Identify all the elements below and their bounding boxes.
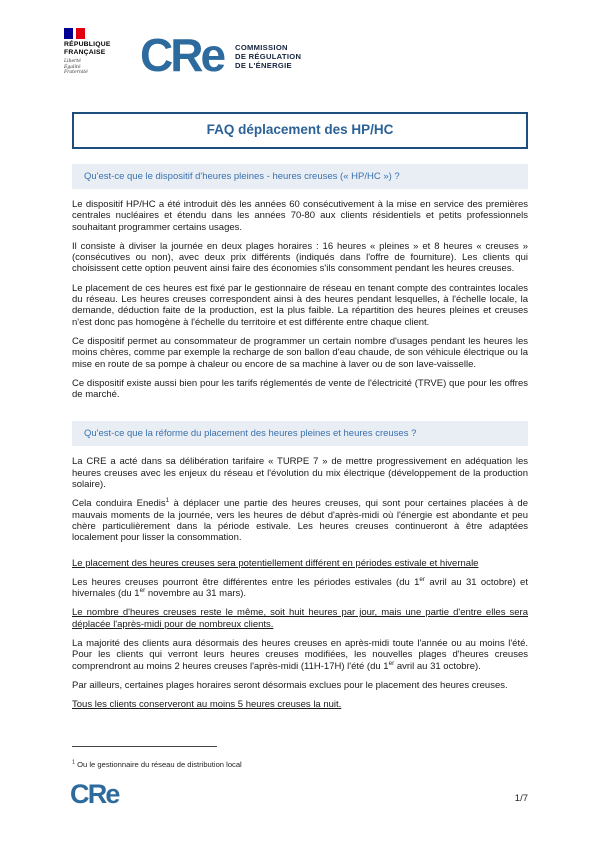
paragraph-text: La majorité des clients aura désormais des heures creuses en après-midi toute l'année ou au moins l'été. Pour les clients qui verront leurs heures creuses modifiées, les nouvelles plages d'heures creuses comprendront au moins 2 heures creuses l'après-midi (11H-17H) l'été (du 1 xyxy=(72,638,528,672)
cre-org-name xyxy=(235,43,301,70)
underlined-subheading: Le placement des heures creuses sera potentiellement différent en périodes estivale et hivernale xyxy=(72,557,479,569)
paragraph-text: Les heures creuses pourront être différentes entre les périodes estivales (du 1 xyxy=(72,576,420,588)
paragraph-text: à déplacer une partie des heures creuses, qui sont pour certaines placées à de mauvais moments de la journée, vers les heures de début d'après-midi où l'énergie est abondante et peu chère particulièrement dans la période estivale. Les heures creuses continueront à être adaptées localement pour lisser la consommation. xyxy=(72,498,528,544)
section-1-heading: Qu'est-ce que le dispositif d'heures pleines - heures creuses (« HP/HC ») ? xyxy=(72,164,528,189)
document-title: FAQ déplacement des HP/HC xyxy=(206,122,394,137)
republique-line: RÉPUBLIQUE xyxy=(64,41,111,48)
document-body xyxy=(72,164,528,719)
paragraph: Par ailleurs, certaines plages horaires seront désormais exclues pour le placement des heures creuses. xyxy=(72,679,508,691)
paragraph: Le dispositif HP/HC a été introduit dès les années 60 consécutivement à la mise en service des premières centrales nucléaires et étendu dans les années 70-80 aux clients résidentiels et petits professionnels souhaitant programmer certains usages. xyxy=(72,199,528,233)
footer-cre-logo: CRe xyxy=(70,779,119,809)
paragraph: Ce dispositif permet au consommateur de programmer un certain nombre d'usages pendant les heures les moins chères, comme par exemple la recharge de son ballon d'eau chaude, de son véhicule électrique ou la mise en route de sa pompe à chaleur ou encore de sa machine à laver ou de son lave-vaisselle. xyxy=(72,335,528,370)
footnote-number: 1 xyxy=(72,759,75,766)
org-line-2: DE RÉGULATION xyxy=(235,52,302,61)
org-line-1: COMMISSION xyxy=(235,43,288,52)
paragraph-text: avril au 31 octobre). xyxy=(394,660,481,672)
paragraph-text: avril au 31 octobre) et hivernales (du 1 xyxy=(72,576,528,600)
paragraph: Ce dispositif existe aussi bien pour les tarifs réglementés de vente de l'électricité (TRVE) que pour les offres de marché. xyxy=(72,377,528,401)
flag-blue-stripe xyxy=(64,28,73,39)
underlined-subheading: Tous les clients conserveront au moins 5 heures creuses la nuit. xyxy=(72,699,342,711)
org-line-3: DE L'ÉNERGIE xyxy=(235,61,292,70)
motto-egalite: Égalité xyxy=(64,64,81,70)
ordinal-superscript: er xyxy=(388,659,395,667)
motto xyxy=(64,59,124,76)
section-2-heading: Qu'est-ce que la réforme du placement des heures pleines et heures creuses ? xyxy=(72,421,528,446)
page-number: 1/7 xyxy=(514,793,528,804)
french-flag-icon xyxy=(64,28,86,39)
paragraph xyxy=(72,577,528,600)
motto-fraternite: Fraternité xyxy=(64,70,88,76)
footnote-text: Ou le gestionnaire du réseau de distribution local xyxy=(75,760,242,769)
footnote-reference: 1 xyxy=(165,497,170,505)
paragraph: Il consiste à diviser la journée en deux plages horaires : 16 heures « pleines » et 8 heures « creuses » (consécutives ou non), avec deux prix différents (indiqués dans l'offre de fourniture). Les clients qui choisissent cette option peuvent ainsi faire des économies s'ils consomment pendant les heures creuses. xyxy=(72,240,528,275)
republique-francaise-logo xyxy=(64,28,124,76)
paragraph-text: novembre au 31 mars). xyxy=(145,588,247,600)
document-title-box xyxy=(72,112,528,149)
francaise-line: FRANÇAISE xyxy=(64,48,106,56)
underlined-subheading: Le nombre d'heures creuses reste le même, soit huit heures par jour, mais une partie d'entre elles sera déplacée l'après-midi pour de nombreux clients. xyxy=(72,607,528,630)
footnote xyxy=(72,760,242,769)
page-header xyxy=(64,28,302,81)
ordinal-superscript: er xyxy=(139,586,146,594)
paragraph: Le placement de ces heures est fixé par le gestionnaire de réseau en tenant compte des contraintes locales du réseau. Les heures creuses correspondent ainsi à des heures pendant lesquelles, à l'échelle locale, la demande, déduction faite de la production, est la plus faible. La répartition des heures pleines et creuses n'est donc pas homogène à l'échelle du territoire et est différente entre chaque client. xyxy=(72,282,528,328)
paragraph xyxy=(72,638,528,672)
cre-logo: CRe xyxy=(140,29,224,81)
paragraph: La CRE a acté dans sa délibération tarifaire « TURPE 7 » de mettre progressivement en adéquation les heures creuses avec les enjeux du réseau et l'évolution du mix électrique (développement de la production solaire). xyxy=(72,456,528,491)
paragraph xyxy=(72,498,528,543)
motto-liberte: Liberté xyxy=(64,59,81,65)
ordinal-superscript: er xyxy=(419,575,426,583)
footnote-separator xyxy=(72,746,217,747)
flag-red-stripe xyxy=(76,28,85,39)
paragraph-text: Cela conduira Enedis xyxy=(72,498,166,510)
